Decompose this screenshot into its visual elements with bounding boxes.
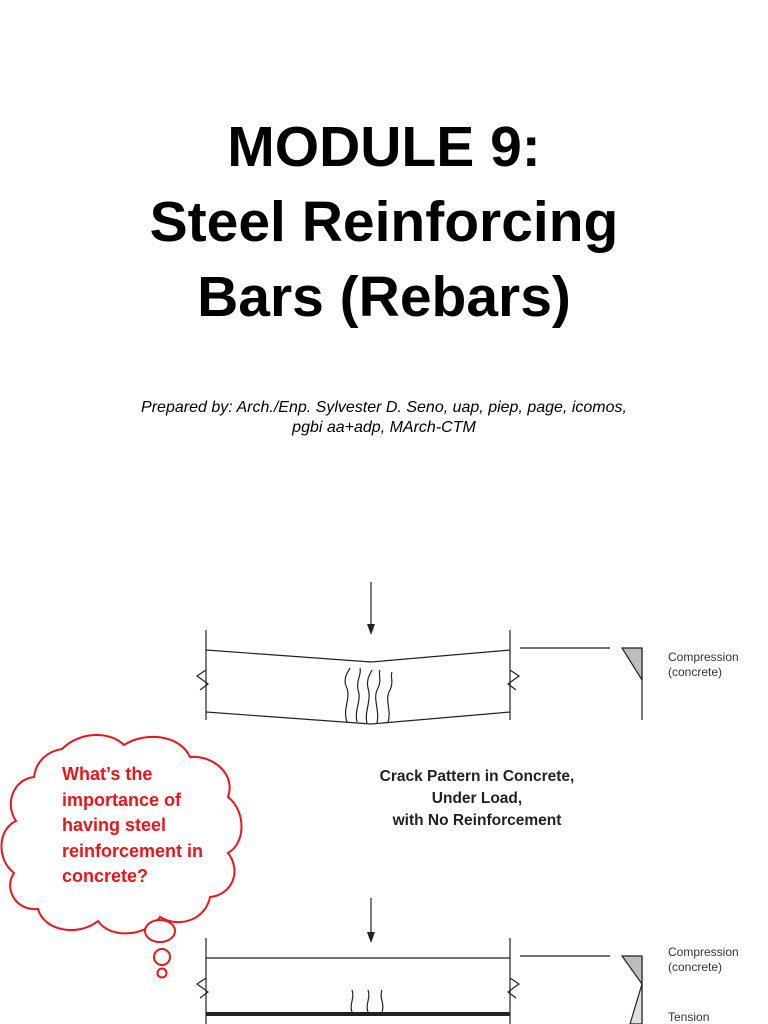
top-beam-lower-edge [206,712,510,724]
top-compression-label: Compression (concrete) [668,650,739,679]
load-arrowhead-top [367,624,375,635]
page-title [0,110,768,335]
cloud-line-4: reinforcement in [62,840,204,861]
small-crack-2 [367,990,369,1012]
cloud-line-2: importance of [62,789,182,810]
crack-2 [356,668,360,722]
title-line-3: Bars (Rebars) [197,265,571,329]
diagram-caption: Crack Pattern in Concrete, Under Load, with No Reinforcement [379,768,575,829]
cloud-bubble-small [158,969,167,978]
cloud-line-1: What’s the [62,764,153,784]
prepared-by-line-1: Prepared by: Arch./Enp. Sylvester D. Seno, uap, piep, page, icomos, [141,399,627,416]
small-crack-3 [381,990,383,1012]
cloud-line-3: having steel [62,815,167,835]
crack-1 [345,668,350,722]
prepared-by-line-2: pgbi aa+adp, MArch-CTM [292,419,476,436]
bottom-stress-triangle-tension [630,984,642,1024]
crack-5 [388,672,392,722]
bottom-stress-triangle-compression [622,956,642,984]
title-line-1: MODULE 9: [227,115,541,179]
beam-diagram [192,580,768,1024]
cloud-bubble-large [145,920,175,942]
top-stress-triangle [622,648,642,680]
small-crack-1 [351,990,353,1012]
crack-4 [376,670,380,723]
prepared-by [0,398,768,438]
cloud-question [62,762,252,890]
title-line-2: Steel Reinforcing [149,190,619,254]
cloud-bubble-medium [154,949,170,965]
cloud-line-5: concrete? [62,866,149,886]
load-arrowhead-bottom [367,932,375,943]
top-beam-upper-edge [206,650,510,662]
tension-label: Tension [668,1010,710,1024]
bottom-compression-label: Compression (concrete) [668,945,739,974]
crack-3 [366,670,372,723]
